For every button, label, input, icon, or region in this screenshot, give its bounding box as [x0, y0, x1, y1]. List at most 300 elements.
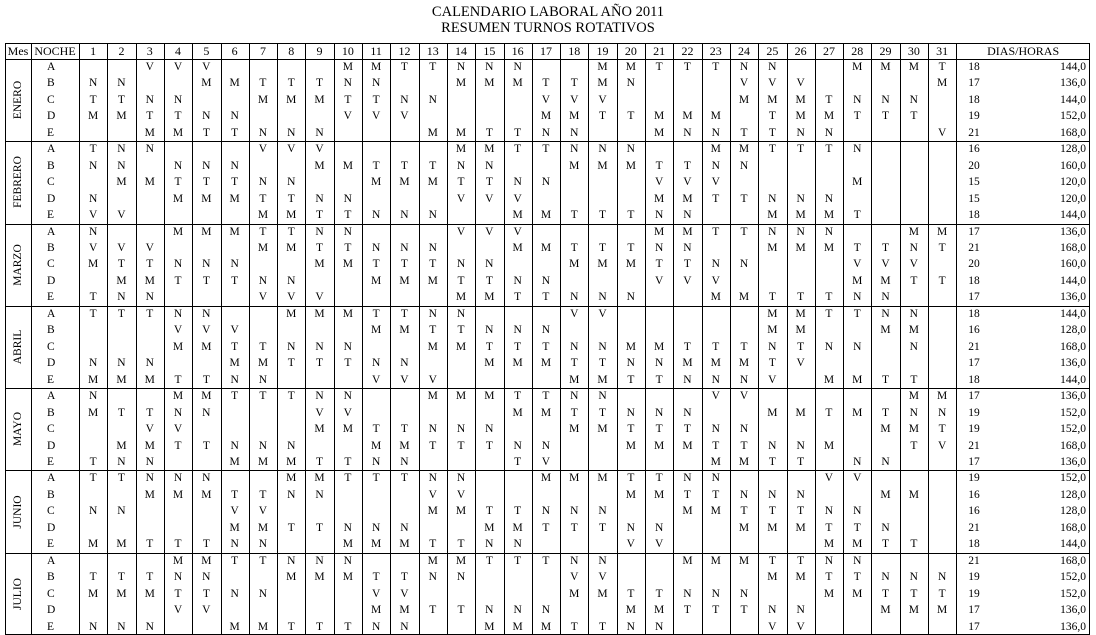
shift-cell: M	[201, 488, 212, 501]
shift-cell: N	[853, 93, 862, 106]
grid-vline	[588, 43, 589, 635]
shift-cell: T	[683, 423, 691, 436]
shift-cell: V	[485, 225, 494, 238]
shift-cell: M	[597, 472, 608, 485]
shift-cell: M	[512, 357, 523, 370]
shift-cell: T	[344, 242, 352, 255]
shift-cell: N	[145, 472, 154, 485]
dias-value: 21	[968, 439, 980, 452]
horas-value: 120,0	[1060, 176, 1086, 189]
shift-cell: M	[682, 225, 693, 238]
header-day: 9	[316, 44, 323, 58]
dias-value: 21	[968, 242, 980, 255]
dias-value: 15	[968, 192, 980, 205]
header-day: 13	[426, 44, 439, 58]
shift-cell: M	[654, 126, 665, 139]
grid-vline	[617, 43, 618, 635]
noche-group-label: C	[47, 258, 55, 271]
shift-cell: M	[257, 357, 269, 370]
shift-cell: N	[626, 521, 635, 534]
shift-cell: T	[259, 340, 267, 353]
shift-cell: M	[908, 61, 919, 73]
grid-vline	[249, 43, 250, 635]
shift-cell: T	[740, 340, 748, 353]
shift-cell: M	[399, 538, 410, 551]
shift-cell: M	[597, 61, 608, 73]
shift-cell: T	[485, 505, 493, 518]
shift-cell: N	[230, 159, 239, 172]
shift-cell: T	[400, 159, 408, 172]
shift-cell: T	[316, 77, 324, 90]
shift-cell: N	[456, 258, 466, 271]
shift-cell: M	[738, 291, 750, 304]
shift-cell: T	[683, 604, 691, 617]
shift-cell: N	[909, 340, 918, 353]
shift-cell: M	[229, 521, 240, 534]
shift-cell: M	[172, 390, 184, 403]
shift-cell: T	[429, 258, 437, 271]
shift-cell: T	[740, 439, 748, 452]
shift-cell: V	[881, 258, 890, 271]
shift-cell: T	[259, 554, 267, 567]
shift-cell: M	[484, 291, 495, 304]
horas-value: 136,0	[1060, 291, 1086, 304]
shift-cell: N	[683, 209, 692, 222]
shift-cell: M	[172, 554, 184, 567]
shift-cell: M	[569, 373, 580, 386]
shift-cell: T	[287, 225, 295, 238]
shift-cell: T	[146, 307, 154, 320]
shift-cell: T	[853, 521, 861, 534]
noche-group-label: A	[47, 307, 56, 320]
shift-cell: N	[654, 521, 664, 534]
shift-cell: M	[654, 192, 665, 205]
dias-value: 18	[968, 93, 980, 106]
noche-group-label: D	[47, 110, 56, 123]
shift-cell: N	[117, 159, 126, 172]
shift-cell: N	[173, 93, 183, 106]
shift-cell: T	[599, 110, 607, 123]
shift-cell: T	[768, 291, 776, 304]
shift-cell: T	[712, 61, 720, 73]
shift-cell: M	[880, 488, 891, 501]
shift-cell: N	[173, 406, 183, 419]
grid-vline	[560, 43, 561, 635]
shift-cell: T	[910, 439, 918, 452]
shift-cell: N	[598, 291, 607, 304]
grid-vline	[277, 43, 278, 635]
shift-cell: N	[400, 521, 409, 534]
shift-cell: T	[599, 357, 607, 370]
shift-cell: V	[343, 110, 352, 123]
shift-cell: M	[823, 587, 835, 600]
shift-cell: M	[201, 554, 212, 567]
shift-cell: T	[882, 587, 890, 600]
shift-cell: T	[344, 209, 352, 222]
grid-vline	[645, 43, 646, 635]
grid-vline	[447, 43, 448, 635]
shift-cell: N	[937, 406, 947, 419]
page-subtitle: RESUMEN TURNOS ROTATIVOS	[441, 20, 655, 36]
shift-cell: T	[89, 93, 97, 106]
header-day: 21	[653, 44, 666, 58]
shift-cell: M	[116, 110, 127, 123]
grid-vline	[702, 43, 703, 635]
shift-cell: M	[314, 423, 325, 436]
shift-cell: T	[740, 604, 748, 617]
shift-cell: N	[315, 390, 324, 403]
shift-cell: N	[315, 225, 324, 238]
shift-cell: M	[852, 176, 863, 189]
noche-group-label: C	[47, 93, 55, 106]
shift-cell: T	[146, 258, 154, 271]
shift-cell: N	[456, 571, 466, 584]
shift-cell: M	[738, 93, 750, 106]
shift-cell: N	[173, 472, 183, 485]
shift-cell: M	[682, 505, 693, 518]
shift-cell: T	[882, 110, 890, 123]
dias-value: 21	[968, 126, 980, 139]
shift-cell: M	[823, 439, 835, 452]
shift-cell: T	[768, 505, 776, 518]
shift-cell: N	[909, 242, 918, 255]
dias-value: 17	[968, 225, 980, 238]
shift-cell: N	[570, 143, 579, 156]
shift-cell: M	[427, 340, 438, 353]
shift-cell: T	[174, 538, 182, 551]
header-day: 28	[851, 44, 864, 58]
shift-cell: N	[909, 571, 918, 584]
shift-cell: M	[88, 538, 99, 551]
grid-vline	[362, 43, 363, 635]
shift-cell: N	[428, 209, 437, 222]
shift-cell: M	[682, 357, 693, 370]
shift-cell: N	[343, 521, 352, 534]
shift-cell: V	[598, 307, 607, 320]
shift-cell: N	[796, 604, 805, 617]
shift-cell: T	[853, 571, 861, 584]
noche-group-label: C	[47, 423, 55, 436]
shift-cell: N	[598, 143, 607, 156]
shift-cell: N	[598, 390, 607, 403]
shift-cell: T	[514, 505, 522, 518]
dias-value: 18	[968, 61, 980, 73]
shift-cell: V	[258, 143, 268, 156]
header-day: 26	[794, 44, 807, 58]
shift-cell: M	[172, 192, 184, 205]
shift-cell: T	[825, 291, 833, 304]
shift-cell: M	[455, 390, 467, 403]
shift-cell: N	[371, 357, 381, 370]
grid-hline	[5, 141, 1090, 142]
shift-cell: N	[570, 554, 579, 567]
shift-cell: N	[711, 126, 720, 139]
shift-cell: T	[938, 61, 946, 73]
shift-cell: N	[202, 258, 211, 271]
noche-group-label: B	[47, 77, 55, 90]
shift-cell: M	[540, 209, 552, 222]
shift-cell: T	[316, 620, 324, 633]
grid-vline	[758, 43, 759, 635]
shift-cell: M	[455, 505, 467, 518]
shift-cell: T	[853, 242, 861, 255]
shift-cell: N	[88, 505, 98, 518]
shift-cell: M	[399, 604, 410, 617]
shift-cell: M	[286, 571, 297, 584]
shift-cell: M	[569, 110, 580, 123]
shift-calendar-table	[5, 43, 1090, 635]
shift-cell: V	[853, 258, 862, 271]
shift-cell: T	[768, 110, 776, 123]
shift-cell: N	[343, 554, 352, 567]
shift-cell: N	[541, 324, 551, 337]
dias-value: 19	[968, 406, 980, 419]
shift-cell: T	[627, 373, 635, 386]
shift-cell: V	[230, 505, 239, 518]
shift-cell: M	[144, 587, 155, 600]
shift-cell: T	[400, 258, 408, 271]
shift-cell: N	[796, 439, 805, 452]
shift-cell: V	[371, 587, 381, 600]
shift-cell: T	[316, 242, 324, 255]
shift-cell: T	[457, 439, 465, 452]
shift-cell: M	[654, 225, 665, 238]
shift-cell: V	[315, 143, 324, 156]
shift-cell: T	[457, 324, 465, 337]
shift-cell: N	[513, 176, 522, 189]
shift-cell: N	[654, 357, 664, 370]
shift-cell: N	[315, 126, 324, 139]
shift-cell: T	[712, 225, 720, 238]
shift-cell: N	[683, 242, 692, 255]
shift-cell: M	[399, 176, 410, 189]
shift-cell: N	[739, 373, 749, 386]
shift-cell: M	[512, 242, 523, 255]
shift-cell: M	[342, 571, 353, 584]
shift-cell: V	[145, 423, 154, 436]
shift-cell: T	[344, 472, 352, 485]
shift-cell: T	[712, 488, 720, 501]
shift-cell: V	[937, 126, 947, 139]
shift-cell: T	[429, 159, 437, 172]
shift-cell: T	[202, 274, 210, 287]
shift-cell: M	[710, 554, 721, 567]
shift-cell: T	[202, 176, 210, 189]
header-day: 7	[259, 44, 266, 58]
shift-cell: N	[739, 159, 749, 172]
shift-cell: N	[88, 620, 98, 633]
shift-cell: M	[342, 538, 353, 551]
dias-value: 16	[968, 324, 980, 337]
shift-cell: N	[428, 423, 437, 436]
shift-cell: T	[344, 357, 352, 370]
horas-value: 144,0	[1060, 538, 1086, 551]
shift-cell: T	[542, 143, 550, 156]
shift-cell: N	[654, 406, 664, 419]
shift-cell: N	[683, 587, 692, 600]
grid-vline	[305, 43, 306, 635]
shift-cell: V	[315, 406, 324, 419]
shift-cell: V	[711, 176, 720, 189]
shift-cell: N	[711, 423, 720, 436]
shift-cell: T	[89, 307, 97, 320]
shift-cell: M	[823, 209, 835, 222]
shift-cell: M	[682, 439, 693, 452]
grid-vline	[900, 43, 901, 635]
shift-cell: T	[400, 472, 408, 485]
shift-cell: M	[682, 110, 693, 123]
shift-cell: N	[626, 406, 635, 419]
shift-cell: N	[343, 225, 352, 238]
shift-cell: N	[485, 538, 494, 551]
dias-value: 17	[968, 357, 980, 370]
shift-cell: T	[117, 307, 125, 320]
shift-cell: V	[654, 176, 664, 189]
shift-cell: M	[880, 274, 891, 287]
header-day: 24	[738, 44, 751, 58]
shift-cell: N	[739, 61, 749, 73]
shift-cell: M	[116, 538, 127, 551]
dias-value: 20	[968, 258, 980, 271]
shift-cell: M	[286, 472, 297, 485]
shift-cell: N	[711, 159, 720, 172]
shift-cell: N	[853, 340, 862, 353]
shift-cell: T	[429, 604, 437, 617]
grid-vline	[843, 43, 844, 635]
shift-cell: M	[937, 77, 948, 90]
shift-cell: T	[174, 110, 182, 123]
shift-cell: N	[258, 176, 268, 189]
shift-cell: M	[201, 225, 212, 238]
shift-cell: M	[597, 77, 608, 90]
shift-cell: N	[485, 423, 494, 436]
shift-cell: T	[797, 340, 805, 353]
shift-cell: M	[484, 390, 495, 403]
shift-cell: M	[654, 110, 665, 123]
header-day: 25	[766, 44, 779, 58]
shift-cell: T	[825, 521, 833, 534]
month-label: JULIO	[12, 577, 24, 610]
shift-cell: V	[598, 93, 607, 106]
shift-cell: T	[457, 604, 465, 617]
horas-value: 128,0	[1060, 505, 1086, 518]
horas-value: 152,0	[1060, 587, 1086, 600]
shift-cell: T	[344, 93, 352, 106]
shift-cell: M	[144, 488, 155, 501]
shift-cell: T	[117, 472, 125, 485]
shift-cell: N	[824, 340, 834, 353]
shift-cell: N	[768, 488, 777, 501]
shift-cell: N	[230, 538, 239, 551]
header-day: 12	[398, 44, 411, 58]
shift-cell: N	[117, 505, 126, 518]
shift-cell: V	[541, 93, 551, 106]
shift-cell: M	[767, 324, 778, 337]
horas-value: 168,0	[1060, 521, 1086, 534]
shift-cell: N	[824, 225, 834, 238]
month-label: JUNIO	[12, 494, 24, 529]
shift-cell: N	[598, 340, 607, 353]
shift-cell: N	[343, 390, 352, 403]
dias-value: 17	[968, 455, 980, 468]
shift-cell: M	[229, 77, 240, 90]
shift-cell: V	[541, 455, 551, 468]
shift-cell: T	[89, 143, 97, 156]
shift-cell: M	[484, 77, 495, 90]
shift-cell: T	[882, 242, 890, 255]
shift-cell: M	[795, 324, 806, 337]
shift-cell: M	[88, 258, 99, 271]
shift-cell: M	[597, 587, 608, 600]
shift-cell: V	[173, 324, 183, 337]
shift-cell: N	[287, 554, 296, 567]
grid-vline	[475, 43, 476, 635]
shift-cell: M	[540, 242, 552, 255]
grid-vline	[221, 43, 222, 635]
shift-cell: V	[796, 77, 805, 90]
dias-value: 17	[968, 604, 980, 617]
shift-cell: N	[428, 571, 437, 584]
shift-cell: M	[342, 423, 353, 436]
month-label: ABRIL	[12, 329, 24, 365]
shift-cell: N	[343, 77, 352, 90]
shift-cell: N	[796, 488, 805, 501]
grid-vline	[79, 43, 80, 635]
shift-cell: M	[144, 126, 155, 139]
shift-cell: T	[768, 554, 776, 567]
shift-cell: N	[145, 455, 154, 468]
shift-cell: M	[144, 176, 155, 189]
shift-cell: T	[542, 554, 550, 567]
shift-cell: M	[597, 423, 608, 436]
shift-cell: V	[258, 505, 268, 518]
shift-cell: T	[740, 225, 748, 238]
noche-group-label: D	[47, 192, 56, 205]
shift-cell: M	[88, 110, 99, 123]
grid-hline	[5, 388, 1090, 389]
shift-cell: T	[372, 571, 380, 584]
dias-value: 21	[968, 554, 980, 567]
shift-cell: N	[400, 620, 409, 633]
shift-cell: M	[455, 143, 467, 156]
header-dias-horas: DIAS/HORAS	[987, 44, 1060, 58]
noche-group-label: D	[47, 521, 56, 534]
shift-cell: T	[683, 340, 691, 353]
shift-cell: T	[683, 258, 691, 271]
shift-cell: N	[88, 192, 98, 205]
shift-cell: T	[570, 521, 578, 534]
shift-cell: M	[738, 521, 750, 534]
shift-cell: T	[89, 291, 97, 304]
shift-cell: M	[597, 258, 608, 271]
shift-cell: N	[400, 242, 409, 255]
horas-value: 168,0	[1060, 340, 1086, 353]
horas-value: 168,0	[1060, 554, 1086, 567]
shift-cell: N	[513, 439, 522, 452]
shift-cell: N	[626, 77, 635, 90]
shift-cell: M	[201, 390, 212, 403]
shift-cell: V	[456, 192, 466, 205]
noche-group-label: A	[47, 390, 56, 403]
shift-cell: M	[908, 225, 919, 238]
shift-cell: M	[512, 620, 523, 633]
shift-cell: T	[797, 143, 805, 156]
shift-cell: N	[570, 390, 579, 403]
shift-cell: M	[484, 620, 495, 633]
shift-cell: M	[342, 258, 353, 271]
shift-cell: N	[881, 291, 890, 304]
shift-cell: T	[429, 61, 437, 73]
